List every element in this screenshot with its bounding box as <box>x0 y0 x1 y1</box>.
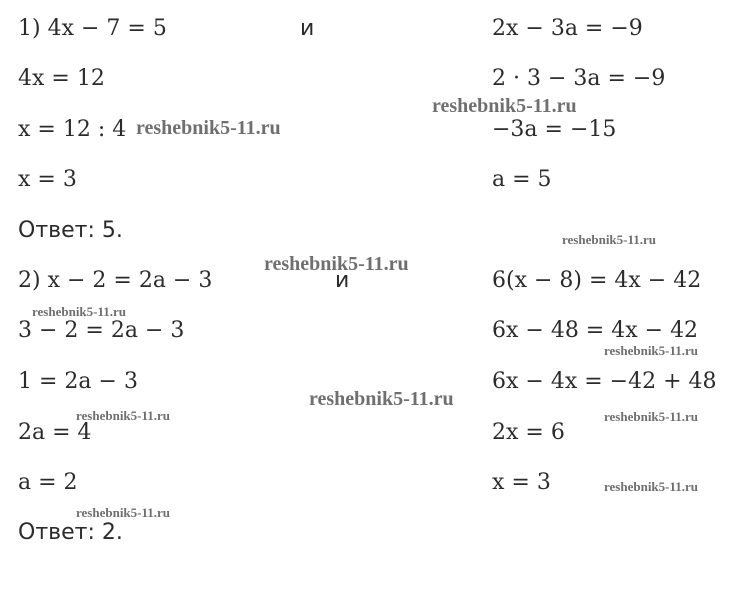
part2-right-line-3: 6x − 4x = −42 + 48 <box>492 369 717 394</box>
part2-left-line-3: 1 = 2a − 3 <box>18 369 138 394</box>
part2-connector: и <box>335 268 350 293</box>
part1-right-line-4: a = 5 <box>492 167 552 192</box>
part2-left-line-5: a = 2 <box>18 470 78 495</box>
part2-right-line-4: 2x = 6 <box>492 420 565 445</box>
watermark: reshebnik5-11.ru <box>136 117 281 139</box>
watermark: reshebnik5-11.ru <box>604 479 699 494</box>
part1-right-line-2: 2 · 3 − 3a = −9 <box>492 66 666 91</box>
watermark: reshebnik5-11.ru <box>562 232 657 247</box>
watermark: reshebnik5-11.ru <box>604 343 699 358</box>
part2-left-line-2: 3 − 2 = 2a − 3 <box>18 318 185 343</box>
watermark: reshebnik5-11.ru <box>604 409 699 424</box>
part1-right-line-3: −3a = −15 <box>492 117 617 142</box>
part1-right-line-1: 2x − 3a = −9 <box>492 16 643 41</box>
watermark: reshebnik5-11.ru <box>432 95 577 117</box>
watermark: reshebnik5-11.ru <box>264 253 409 275</box>
watermark: reshebnik5-11.ru <box>76 505 171 520</box>
part2-left-line-1: 2) x − 2 = 2a − 3 <box>18 268 213 293</box>
part1-answer: Ответ: 5. <box>18 218 123 243</box>
part2-right-line-2: 6x − 48 = 4x − 42 <box>492 318 699 343</box>
part1-left-line-4: x = 3 <box>18 167 77 192</box>
part1-left-line-1: 1) 4x − 7 = 5 <box>18 16 167 41</box>
part1-connector: и <box>300 16 315 41</box>
part2-answer: Ответ: 2. <box>18 520 123 545</box>
part1-left-line-2: 4x = 12 <box>18 66 105 91</box>
part2-left-line-4: 2a = 4 <box>18 420 92 445</box>
part2-right-line-5: x = 3 <box>492 470 551 495</box>
watermark: reshebnik5-11.ru <box>309 388 454 410</box>
watermark: reshebnik5-11.ru <box>32 304 127 319</box>
part2-right-line-1: 6(x − 8) = 4x − 42 <box>492 268 702 293</box>
part1-left-line-3: x = 12 : 4 <box>18 117 127 142</box>
watermark: reshebnik5-11.ru <box>76 408 171 423</box>
